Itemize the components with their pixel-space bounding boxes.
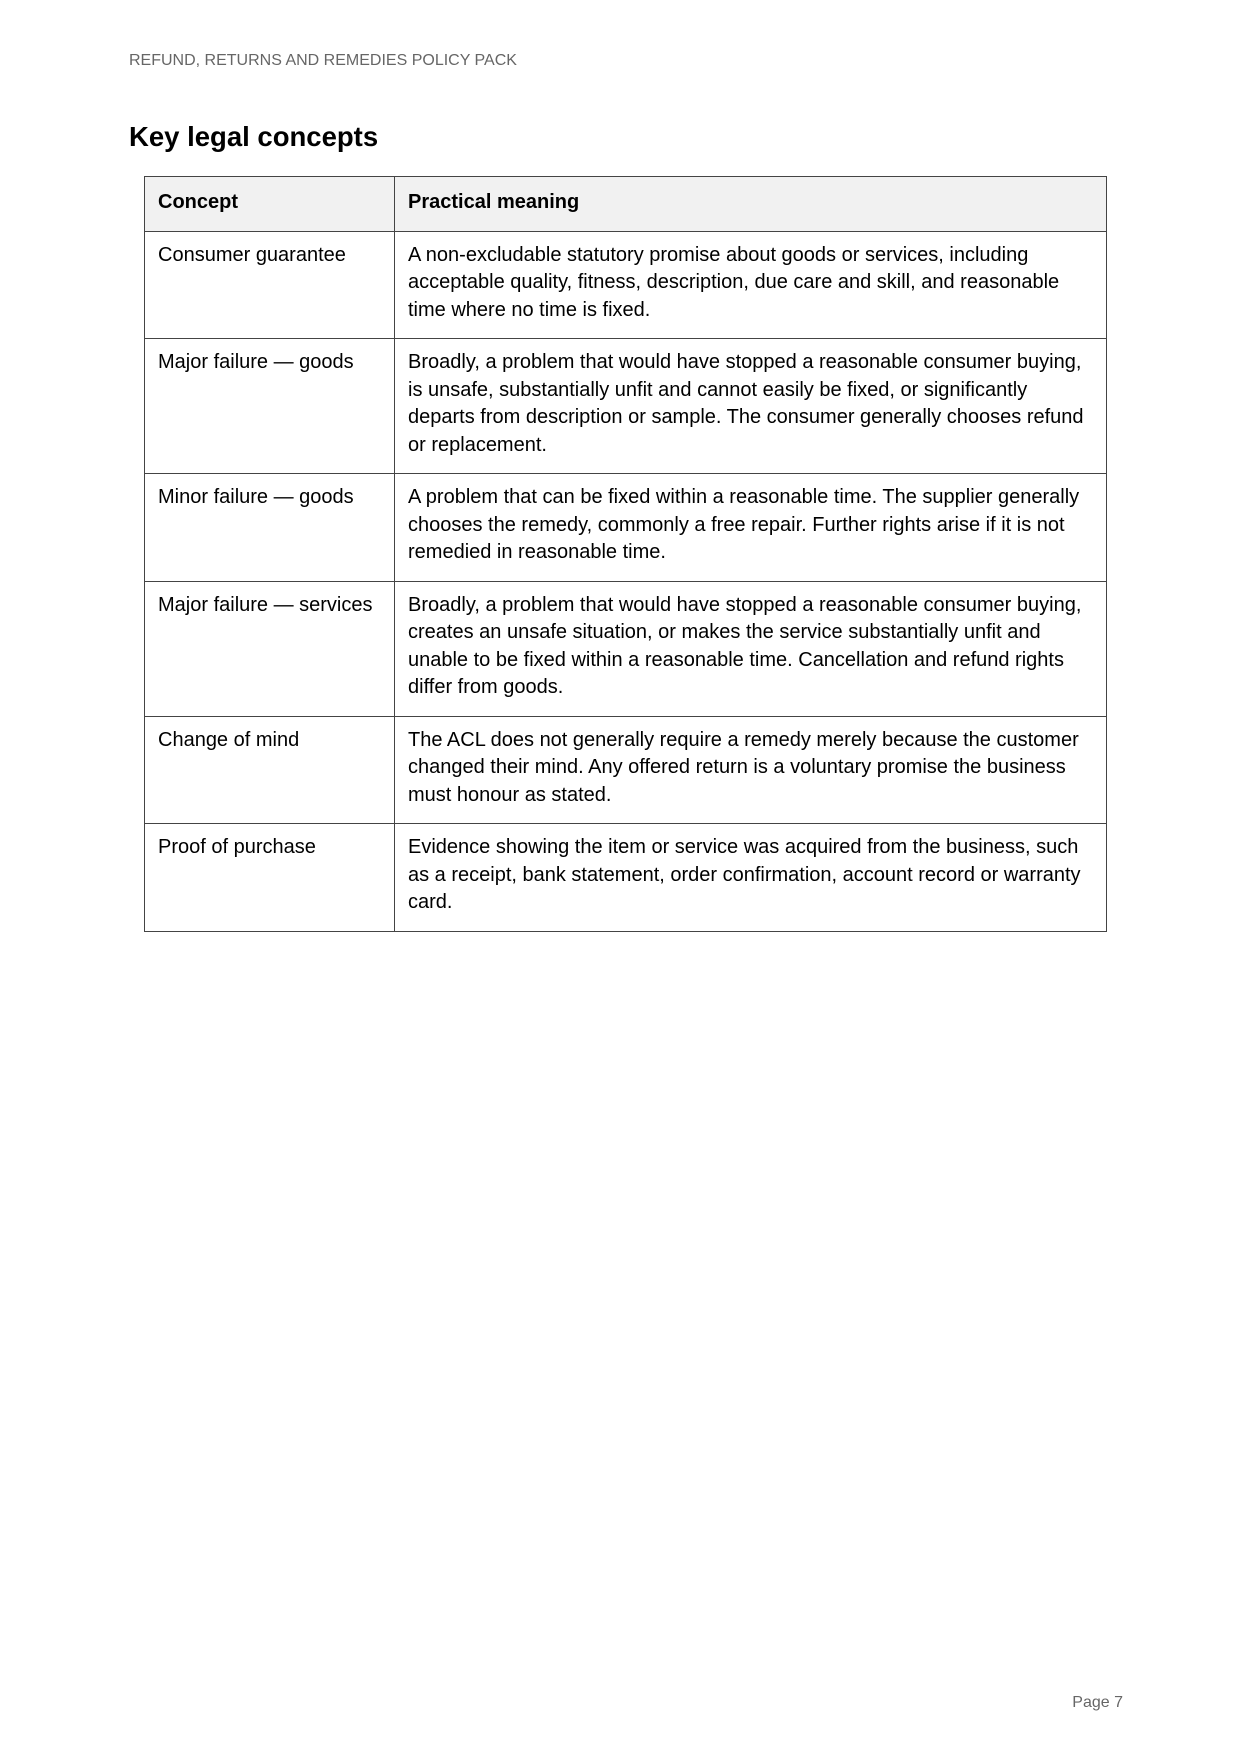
concept-cell: Major failure — goods xyxy=(145,339,395,474)
meaning-cell: Broadly, a problem that would have stopped a reasonable consumer buying, is unsafe, substantially unfit and cannot easily be fixed, or significantly departs from description or sample. The consumer generally chooses refund or replacement. xyxy=(395,339,1107,474)
column-header-practical-meaning: Practical meaning xyxy=(395,177,1107,232)
section-title: Key legal concepts xyxy=(129,121,379,152)
meaning-cell: Broadly, a problem that would have stopped a reasonable consumer buying, creates an unsafe situation, or makes the service substantially unfit and unable to be fixed within a reasonable time. Cancellation and refund rights differ from goods. xyxy=(395,581,1107,716)
meaning-cell: Evidence showing the item or service was acquired from the business, such as a receipt, bank statement, order confirmation, account record or warranty card. xyxy=(395,824,1107,932)
table-row xyxy=(145,716,1107,824)
table-row xyxy=(145,339,1107,474)
concept-cell: Major failure — services xyxy=(145,581,395,716)
concept-cell: Proof of purchase xyxy=(145,824,395,932)
meaning-cell: A non-excludable statutory promise about goods or services, including acceptable quality, fitness, description, due care and skill, and reasonable time where no time is fixed. xyxy=(395,231,1107,339)
concept-cell: Minor failure — goods xyxy=(145,474,395,582)
table-row xyxy=(145,474,1107,582)
concepts-table xyxy=(144,176,1107,932)
concept-cell: Consumer guarantee xyxy=(145,231,395,339)
table-row xyxy=(145,581,1107,716)
page-number: Page 7 xyxy=(1072,1694,1123,1711)
column-header-concept: Concept xyxy=(145,177,395,232)
table-row xyxy=(145,824,1107,932)
table-header-row xyxy=(145,177,1107,232)
meaning-cell: A problem that can be fixed within a reasonable time. The supplier generally chooses the remedy, commonly a free repair. Further rights arise if it is not remedied in reasonable time. xyxy=(395,474,1107,582)
running-header: REFUND, RETURNS AND REMEDIES POLICY PACK xyxy=(129,52,517,69)
concept-cell: Change of mind xyxy=(145,716,395,824)
table-row xyxy=(145,231,1107,339)
meaning-cell: The ACL does not generally require a remedy merely because the customer changed their mind. Any offered return is a voluntary promise the business must honour as stated. xyxy=(395,716,1107,824)
